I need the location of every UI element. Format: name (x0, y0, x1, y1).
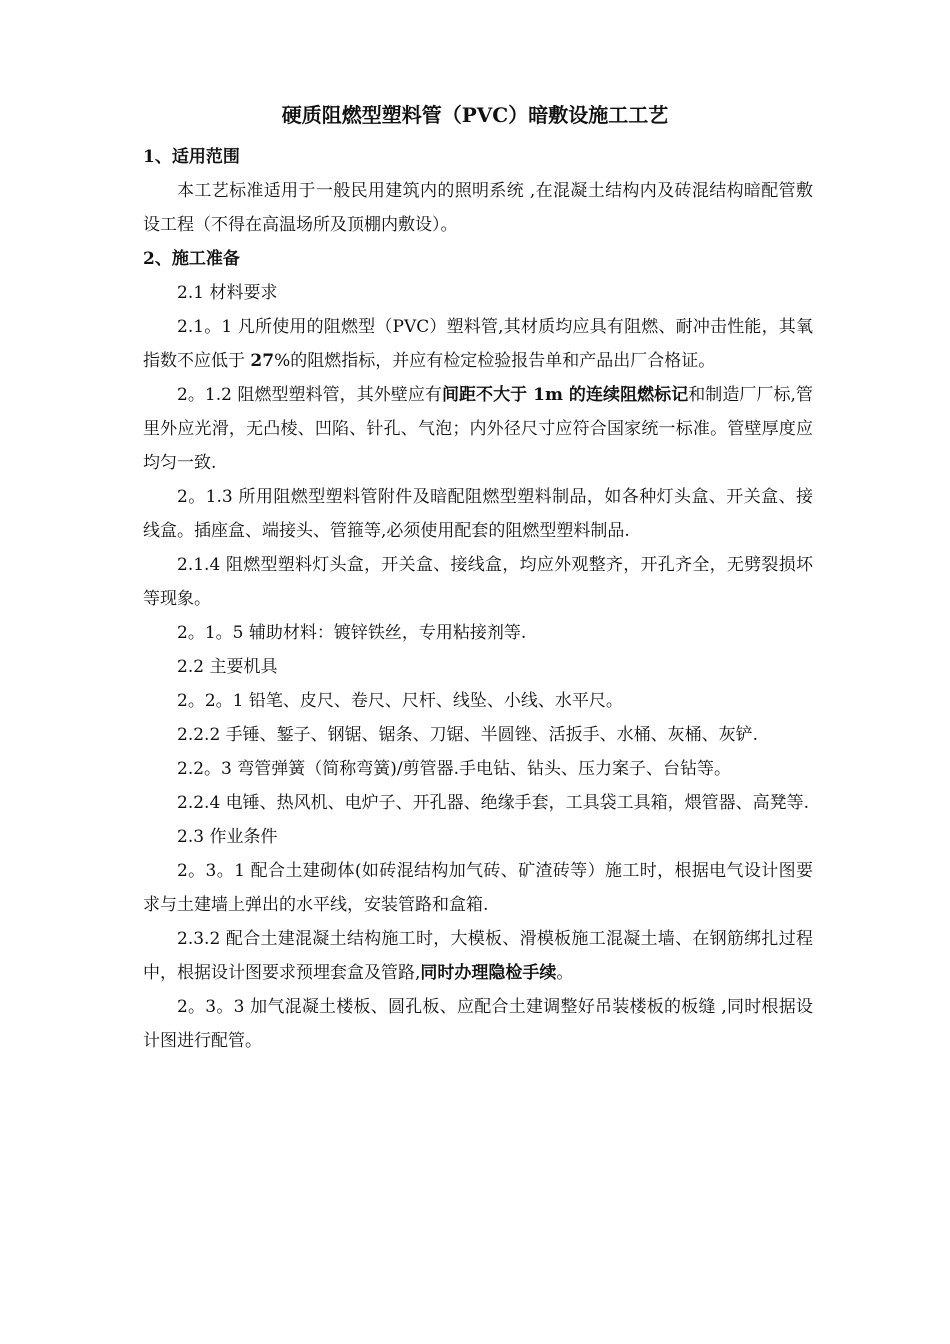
bold-text: 同时办理隐检手续 (420, 963, 557, 983)
text-run: %的阻燃指标，并应有检定检验报告单和产品出厂合格证。 (274, 351, 716, 371)
subheading-2-3: 2.3 作业条件 (177, 827, 278, 847)
text-run: 2.3.2 配合土建混凝土结构施工时，大模板、滑模板施工混凝土墙、在钢筋绑扎过程中，根据设计图要求预埋套盒及管路, (143, 929, 813, 983)
paragraph-2-1-3: 2。1.3 所用阻燃型塑料管附件及暗配阻燃型塑料制品，如各种灯头盒、开关盒、接线盒。插座盒、端接头、管箍等,必须使用配套的阻燃型塑料制品. (143, 487, 813, 541)
document-body (143, 140, 813, 1058)
paragraph-2-2-2: 2.2.2 手锤、錾子、钢锯、锯条、刀锯、半圆锉、活扳手、水桶、灰桶、灰铲. (177, 725, 759, 745)
paragraph-2-2-1: 2。2。1 铅笔、皮尺、卷尺、尺杆、线坠、小线、水平尺。 (177, 691, 623, 711)
paragraph-2-1-2 (143, 378, 813, 480)
subheading-2-1: 2.1 材料要求 (177, 283, 278, 303)
paragraph-2-3-3: 2。3。3 加气混凝土楼板、圆孔板、应配合土建调整好吊装楼板的板缝 ,同时根据设计图进行配管。 (143, 997, 813, 1051)
section-heading-1: 1、适用范围 (143, 147, 240, 167)
paragraph-scope: 本工艺标准适用于一般民用建筑内的照明系统 ,在混凝土结构内及砖混结构暗配管敷设工程（不得在高温场所及顶棚内敷设）。 (143, 181, 813, 235)
bold-text: 间距不大于 1m 的连续阻燃标记 (441, 385, 689, 405)
text-run: 2.1。1 凡所使用的阻燃型（PVC）塑料管,其材质均应具有阻燃、耐冲击性能，其氧指数不应低于 (143, 317, 813, 371)
bold-text: 27 (250, 351, 275, 371)
paragraph-2-1-1 (143, 310, 813, 378)
paragraph-2-1-4: 2.1.4 阻燃型塑料灯头盒，开关盒、接线盒，均应外观整齐，开孔齐全，无劈裂损坏等现象。 (143, 555, 813, 609)
text-run: 和制造厂厂标,管里外应光滑，无凸棱、凹陷、针孔、气泡；内外径尺寸应符合国家统一标准。管壁厚度应均匀一致. (143, 385, 813, 473)
document-title: 硬质阻燃型塑料管（PVC）暗敷设施工工艺 (281, 103, 669, 127)
text-run: 。 (556, 963, 574, 983)
section-heading-2: 2、施工准备 (143, 249, 240, 269)
paragraph-2-2-4: 2.2.4 电锤、热风机、电炉子、开孔器、绝缘手套，工具袋工具箱，煨管器、高凳等. (177, 793, 810, 813)
paragraph-2-1-5: 2。1。5 辅助材料：镀锌铁丝，专用粘接剂等. (177, 623, 527, 643)
paragraph-2-2-3: 2.2。3 弯管弹簧（简称弯簧)/剪管器.手电钻、钻头、压力案子、台钻等。 (177, 759, 732, 779)
paragraph-2-3-2 (143, 922, 813, 990)
paragraph-2-3-1: 2。3。1 配合土建砌体(如砖混结构加气砖、矿渣砖等）施工时，根据电气设计图要求与土建墙上弹出的水平线，安装管路和盒箱. (143, 861, 813, 915)
subheading-2-2: 2.2 主要机具 (177, 657, 278, 677)
text-run: 2。1.2 阻燃型塑料管，其外壁应有 (177, 385, 442, 405)
